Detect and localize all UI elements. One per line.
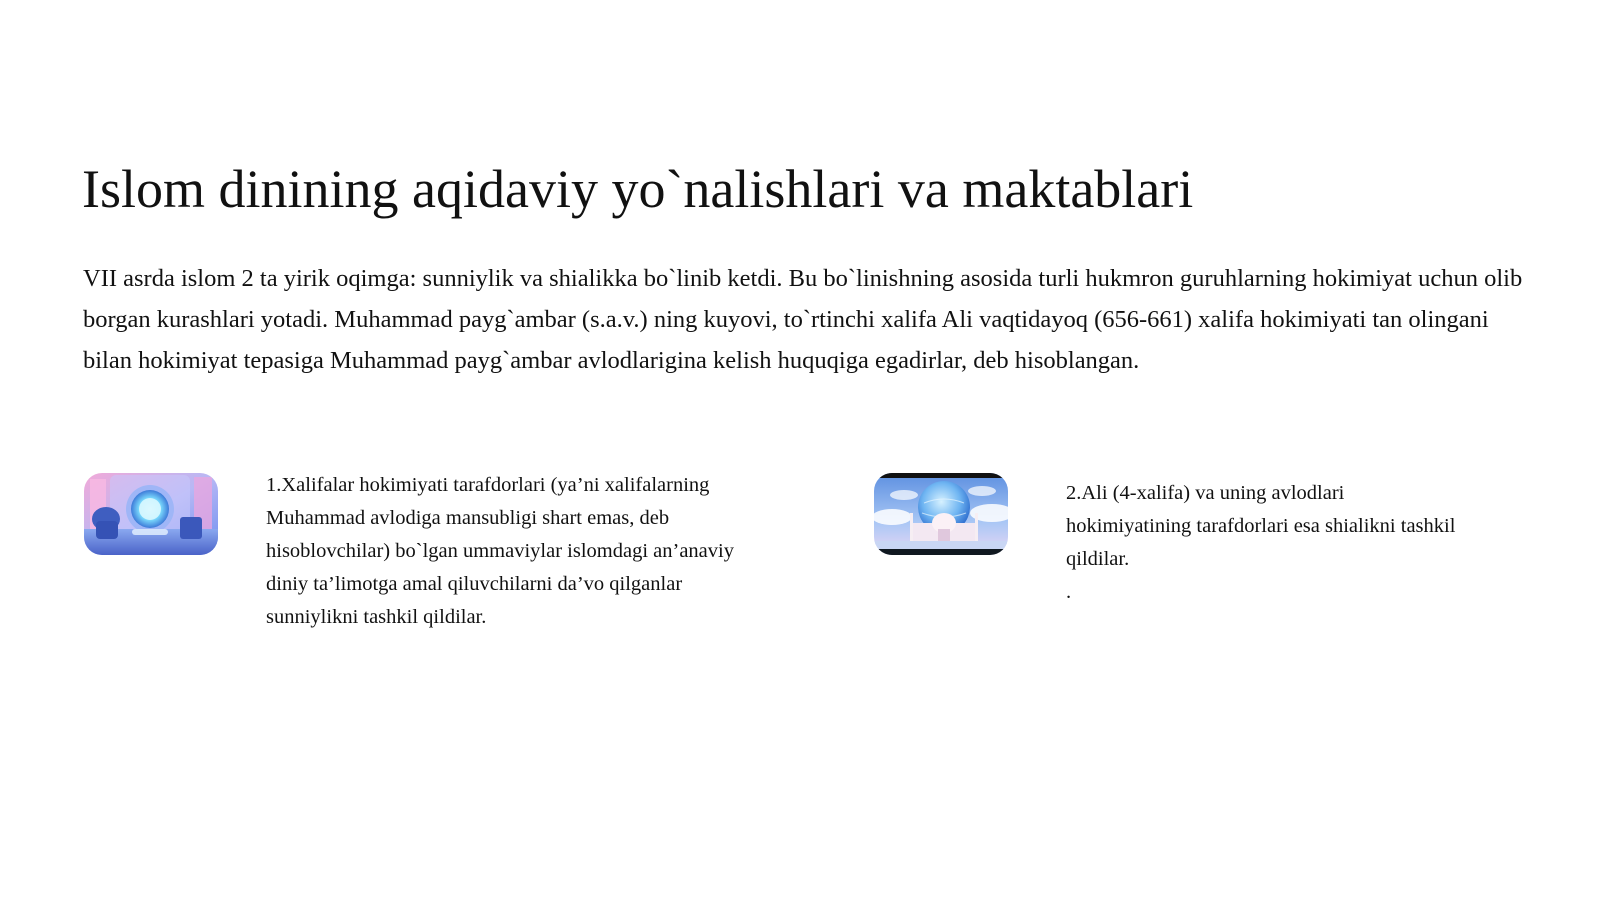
item-2-text: 2.Ali (4-xalifa) va uning avlodlari hokimiyatining tarafdorlari esa shialikni tashkil qildilar. <box>1066 482 1456 570</box>
slide-title: Islom dinining aqidaviy yo`nalishlari va maktablari <box>82 159 1194 219</box>
item-2-text-block <box>1066 477 1456 609</box>
item-1-text: 1.Xalifalar hokimiyati tarafdorlari (ya’ni xalifalarning Muhammad avlodiga mansubligi shart emas, deb hisoblovchilar) bo`lgan ummaviylar islomdagi an’anaviy diniy ta’limotga amal qiluvchilarni da’vo qilganlar sunniylikni tashkil qildilar. <box>266 474 734 628</box>
mosque-globe-image <box>874 473 1008 555</box>
item-2-trailing-dot: . <box>1066 581 1072 603</box>
intro-paragraph: VII asrda islom 2 ta yirik oqimga: sunniylik va shialikka bo`linib ketdi. Bu bo`linishning asosida turli hukmron guruhlarning hokimiyat uchun olib borgan kurashlari yotadi. Muhammad payg`ambar (s.a.v.) ning kuyovi, to`rtinchi xalifa Ali vaqtidayoq (656-661) xalifa hokimiyati tan olingani bilan hokimiyat tepasiga Muhammad payg`ambar avlodlarigina kelish huquqiga egadirlar, deb hisoblangan. <box>83 265 1523 374</box>
futuristic-portal-image <box>84 473 218 555</box>
